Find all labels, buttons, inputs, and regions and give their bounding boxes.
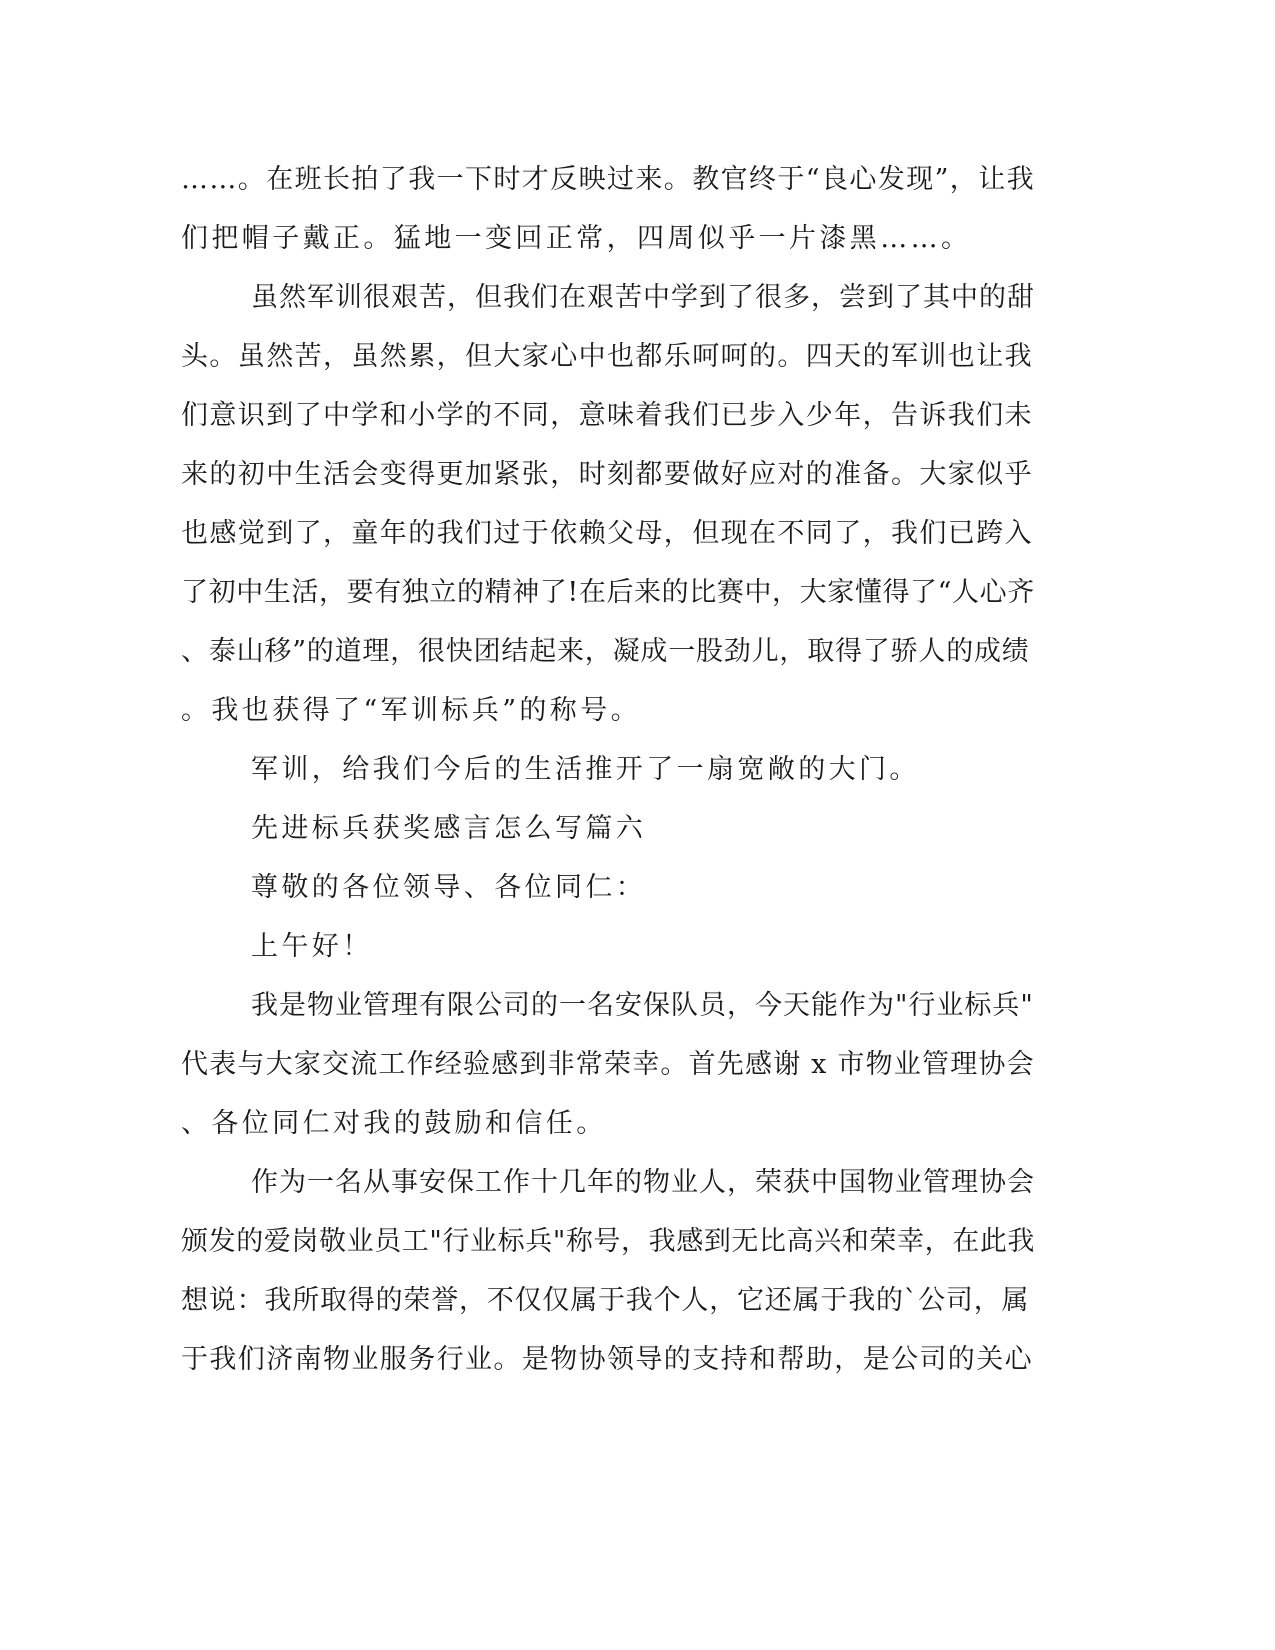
text-line: 们意识到了中学和小学的不同，意味着我们已步入少年，告诉我们未 xyxy=(181,400,1033,431)
text-line: 军训，给我们今后的生活推开了一扇宽敞的大门。 xyxy=(251,754,920,785)
text-line: 颁发的爱岗敬业员工"行业标兵"称号，我感到无比高兴和荣幸，在此我 xyxy=(181,1226,1036,1257)
text-line: 头。虽然苦，虽然累，但大家心中也都乐呵呵的。四天的军训也让我 xyxy=(181,341,1033,372)
text-line: ……。在班长拍了我一下时才反映过来。教官终于“良心发现”，让我 xyxy=(181,164,1036,195)
text-line: 、泰山移”的道理，很快团结起来，凝成一股劲儿，取得了骄人的成绩 xyxy=(181,636,1030,667)
salutation: 尊敬的各位领导、各位同仁： xyxy=(251,872,647,903)
text-line: 来的初中生活会变得更加紧张，时刻都要做好应对的准备。大家似乎 xyxy=(181,459,1033,490)
text-line: 虽然军训很艰苦，但我们在艰苦中学到了很多，尝到了其中的甜 xyxy=(251,282,1035,313)
text-line: 了初中生活，要有独立的精神了!在后来的比赛中，大家懂得了“人心齐 xyxy=(181,577,1035,608)
text-line: 、各位同仁对我的鼓励和信任。 xyxy=(181,1108,607,1139)
section-heading: 先进标兵获奖感言怎么写篇六 xyxy=(251,813,647,844)
text-line: 我是物业管理有限公司的一名安保队员，今天能作为"行业标兵" xyxy=(251,990,1034,1021)
text-line: 作为一名从事安保工作十几年的物业人，荣获中国物业管理协会 xyxy=(251,1167,1035,1198)
text-line: 们把帽子戴正。猛地一变回正常，四周似乎一片漆黑……。 xyxy=(181,223,972,254)
greeting: 上午好！ xyxy=(251,931,373,962)
text-line: 代表与大家交流工作经验感到非常荣幸。首先感谢 x 市物业管理协会 xyxy=(181,1049,1035,1080)
text-line: 也感觉到了，童年的我们过于依赖父母，但现在不同了，我们已跨入 xyxy=(181,518,1033,549)
text-line: 想说：我所取得的荣誉，不仅仅属于我个人，它还属于我的`公司，属 xyxy=(181,1285,1030,1316)
text-line: 于我们济南物业服务行业。是物协领导的支持和帮助，是公司的关心 xyxy=(181,1344,1033,1375)
text-line: 。我也获得了“军训标兵”的称号。 xyxy=(181,695,642,726)
